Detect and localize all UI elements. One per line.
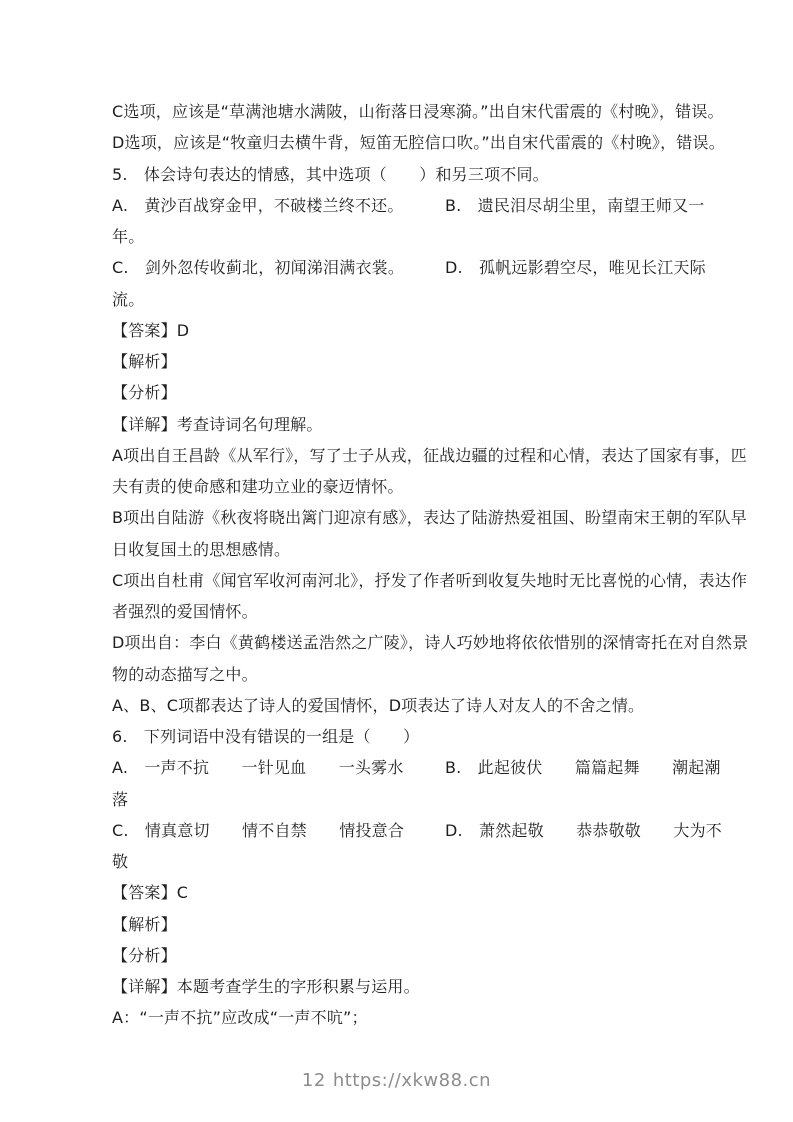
option-right: D. 孤帆远影碧空尽，唯见长江天际 — [445, 258, 706, 278]
label-line: 【解析】 — [112, 914, 177, 934]
body-line: 敬 — [112, 852, 129, 871]
option-left: A. 一声不抗 一针见血 一头雾水 — [112, 758, 404, 778]
body-line: A、B、C项都表达了诗人的爱国情怀，D项表达了诗人对友人的不舍之情。 — [112, 695, 645, 715]
body-line: C选项，应该是“草满池塘水满陂，山衔落日浸寒漪。”出自宋代雷震的《村晚》，错误。 — [112, 102, 724, 121]
footer-url: https://xkw88.cn — [332, 1070, 492, 1091]
body-line: A项出自王昌龄《从军行》，写了士子从戎，征战边疆的过程和心情，表达了国家有事，匹 — [112, 445, 747, 465]
body-line: 物的动态描写之中。 — [112, 664, 258, 684]
body-line: 日收复国土的思想感情。 — [112, 539, 291, 559]
footer-page-number: 12 — [301, 1070, 326, 1091]
option-right: D. 萧然起敬 恭恭敬敬 大为不 — [445, 820, 723, 840]
body-line: D选项，应该是“牧童归去横牛背，短笛无腔信口吹。”出自宋代雷震的《村晚》，错误。 — [112, 133, 725, 153]
label-line: 【解析】 — [112, 352, 177, 371]
document-text-block — [112, 96, 749, 1034]
option-left: C. 剑外忽传收蓟北，初闻涕泪满衣裳。 — [112, 258, 405, 278]
option-row — [112, 190, 705, 221]
question-line: 5. 体会诗句表达的情感，其中选项（ ）和另三项不同。 — [112, 164, 549, 184]
option-right: B. 此起彼伏 篇篇起舞 潮起潮 — [445, 758, 721, 778]
body-line: D项出自：李白《黄鹤楼送孟浩然之广陵》，诗人巧妙地将依依惜别的深情寄托在对自然景 — [112, 633, 749, 653]
body-line: A：“一声不抗”应改成“一声不吭”； — [112, 1008, 368, 1028]
body-line: 夫有责的使命感和建功立业的豪迈情怀。 — [112, 477, 404, 496]
body-line: 年。 — [112, 227, 145, 246]
option-right: B. 遗民泪尽胡尘里，南望王师又一 — [445, 195, 705, 215]
option-row — [112, 815, 723, 846]
body-line: 【详解】本题考查学生的字形积累与运用。 — [112, 977, 420, 996]
question-line: 6. 下列词语中没有错误的一组是（ ） — [112, 727, 420, 746]
page-footer — [0, 1070, 793, 1091]
label-line: 【分析】 — [112, 383, 177, 403]
option-left: C. 情真意切 情不自禁 情投意合 — [112, 820, 405, 840]
answer-line: 【答案】C — [112, 883, 189, 903]
body-line: 【详解】考查诗词名句理解。 — [112, 414, 323, 434]
label-line: 【分析】 — [112, 945, 177, 965]
option-row — [112, 252, 706, 283]
answer-line: 【答案】D — [112, 320, 190, 340]
body-line: 者强烈的爱国情怀。 — [112, 602, 258, 621]
option-row — [112, 752, 721, 783]
body-line: B项出自陆游《秋夜将晓出篱门迎凉有感》，表达了陆游热爱祖国、盼望南宋王朝的军队早 — [112, 508, 747, 528]
body-line: C项出自杜甫《闻官军收河南河北》，抒发了作者听到收复失地时无比喜悦的心情，表达作 — [112, 570, 748, 590]
option-left: A. 黄沙百战穿金甲，不破楼兰终不还。 — [112, 195, 404, 215]
body-line: 流。 — [112, 289, 145, 309]
body-line: 落 — [112, 789, 129, 809]
